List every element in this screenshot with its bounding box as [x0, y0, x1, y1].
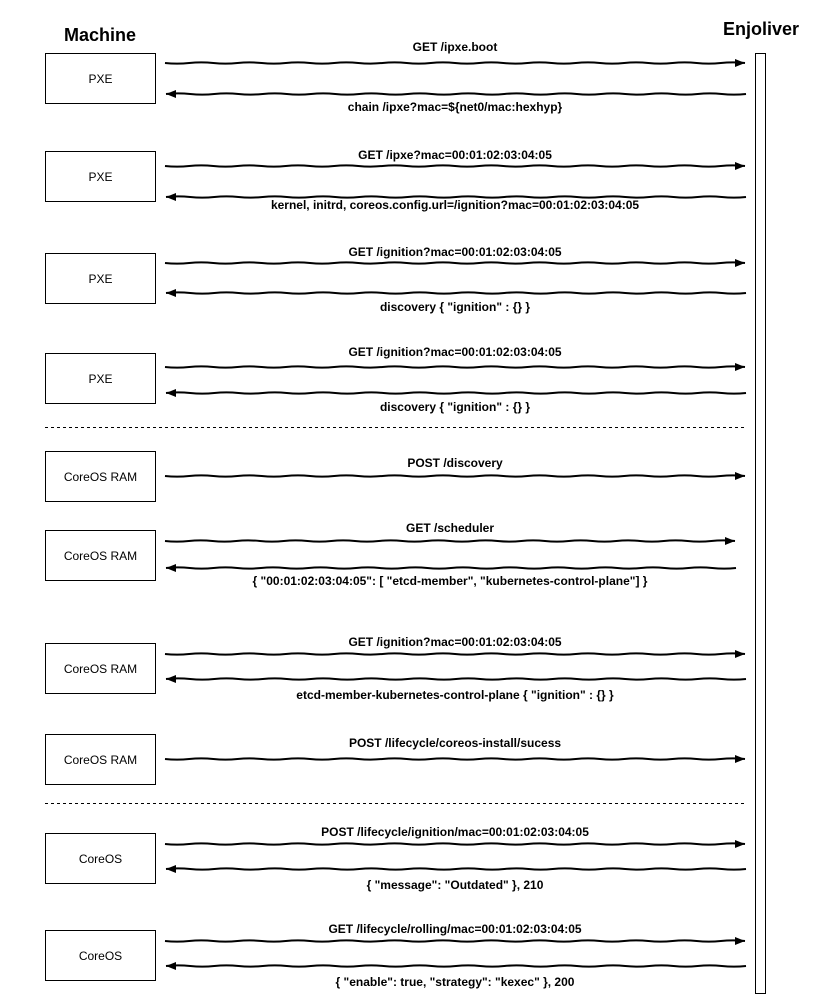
request-label: POST /lifecycle/ignition/mac=00:01:02:03:04:05 — [321, 825, 589, 839]
response-label: { "00:01:02:03:04:05": [ "etcd-member", "kubernetes-control-plane"] } — [252, 574, 648, 588]
arrowhead-icon — [166, 193, 176, 201]
response-arrow — [166, 962, 746, 970]
enjoliver-title: Enjoliver — [722, 19, 800, 39]
request-label: GET /scheduler — [405, 521, 495, 535]
response-label: discovery { "ignition" : {} } — [379, 400, 531, 414]
response-arrow — [166, 289, 746, 297]
request-arrow — [165, 937, 745, 945]
response-arrow — [166, 90, 746, 98]
request-arrow — [165, 472, 745, 480]
request-arrow — [165, 363, 745, 371]
response-label: { "message": "Outdated" }, 210 — [366, 878, 544, 892]
arrowhead-icon — [735, 937, 745, 945]
machine-state-box: PXE — [45, 253, 156, 304]
arrowhead-icon — [735, 472, 745, 480]
response-arrow — [166, 865, 746, 873]
machine-state-box: PXE — [45, 353, 156, 404]
arrowhead-icon — [166, 389, 176, 397]
arrowhead-icon — [166, 564, 176, 572]
arrowhead-icon — [166, 675, 176, 683]
arrowhead-icon — [166, 289, 176, 297]
arrowhead-icon — [735, 162, 745, 170]
response-label: chain /ipxe?mac=${net0/mac:hexhyp} — [347, 100, 563, 114]
request-arrow — [165, 59, 745, 67]
machine-state-box: PXE — [45, 151, 156, 202]
machine-state-box: CoreOS — [45, 833, 156, 884]
request-arrow — [165, 537, 735, 545]
arrowhead-icon — [735, 755, 745, 763]
arrowhead-icon — [735, 650, 745, 658]
request-arrow — [165, 259, 745, 267]
arrowhead-icon — [735, 840, 745, 848]
request-arrow — [165, 162, 745, 170]
machine-state-box: CoreOS RAM — [45, 734, 156, 785]
response-arrow — [166, 389, 746, 397]
machine-state-box: CoreOS RAM — [45, 643, 156, 694]
request-label: POST /discovery — [407, 456, 503, 470]
request-arrow — [165, 755, 745, 763]
arrowhead-icon — [166, 90, 176, 98]
request-arrow — [165, 650, 745, 658]
arrowhead-icon — [735, 59, 745, 67]
machine-state-box: CoreOS — [45, 930, 156, 981]
response-label: etcd-member-kubernetes-control-plane { "ignition" : {} } — [296, 688, 614, 702]
request-label: GET /ipxe.boot — [412, 40, 498, 54]
arrowhead-icon — [166, 962, 176, 970]
response-label: discovery { "ignition" : {} } — [379, 300, 531, 314]
arrowhead-icon — [725, 537, 735, 545]
machine-title: Machine — [63, 25, 137, 45]
arrowhead-icon — [735, 363, 745, 371]
request-label: GET /ignition?mac=00:01:02:03:04:05 — [348, 635, 562, 649]
machine-state-box: PXE — [45, 53, 156, 104]
arrowhead-icon — [735, 259, 745, 267]
response-label: { "enable": true, "strategy": "kexec" }, 200 — [335, 975, 575, 989]
request-arrow — [165, 840, 745, 848]
request-label: GET /ignition?mac=00:01:02:03:04:05 — [348, 245, 562, 259]
response-arrow — [166, 675, 746, 683]
request-label: GET /ipxe?mac=00:01:02:03:04:05 — [358, 148, 552, 162]
request-label: POST /lifecycle/coreos-install/sucess — [348, 736, 562, 750]
machine-state-box: CoreOS RAM — [45, 451, 156, 502]
arrowhead-icon — [166, 865, 176, 873]
request-label: GET /ignition?mac=00:01:02:03:04:05 — [348, 345, 562, 359]
request-label: GET /lifecycle/rolling/mac=00:01:02:03:04:05 — [328, 922, 582, 936]
response-arrow — [166, 564, 736, 572]
response-label: kernel, initrd, coreos.config.url=/ignition?mac=00:01:02:03:04:05 — [270, 198, 640, 212]
machine-state-box: CoreOS RAM — [45, 530, 156, 581]
